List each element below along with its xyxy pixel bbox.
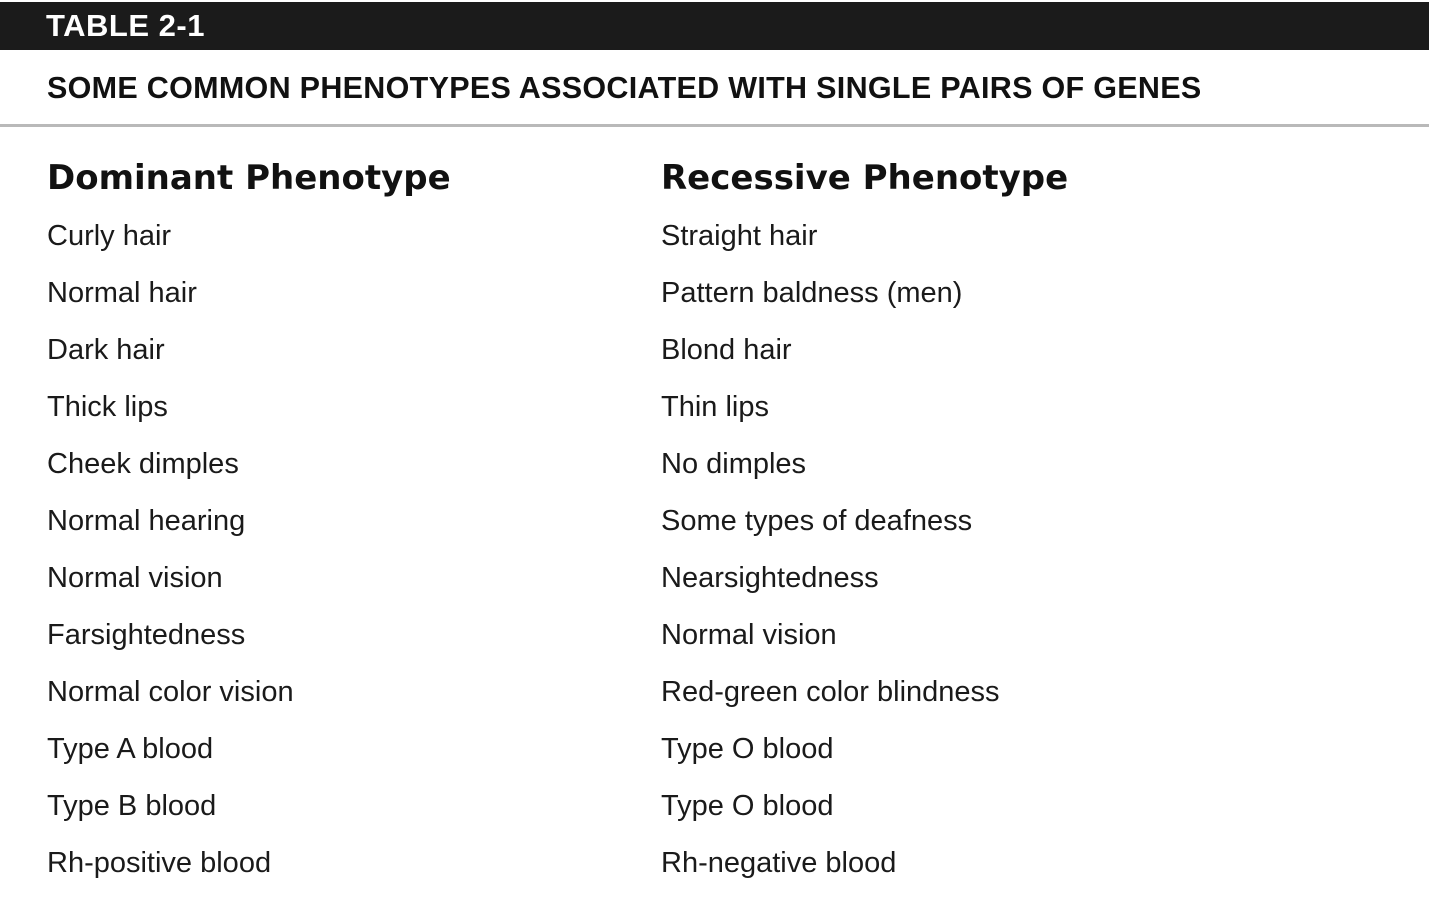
recessive-cell: Blond hair [661, 334, 792, 366]
table-row [0, 208, 1429, 265]
dominant-cell: Curly hair [47, 220, 172, 252]
phenotype-table-body [0, 208, 1429, 892]
dominant-cell: Dark hair [47, 334, 165, 366]
recessive-cell: Pattern baldness (men) [661, 277, 963, 309]
recessive-cell: Red-green color blindness [661, 676, 1000, 708]
dominant-cell: Type A blood [47, 733, 214, 765]
dominant-cell: Normal vision [47, 562, 223, 594]
recessive-cell: No dimples [661, 448, 807, 480]
table-row [0, 835, 1429, 892]
dominant-cell: Normal hearing [47, 505, 246, 537]
recessive-cell: Normal vision [661, 619, 837, 651]
dominant-cell: Cheek dimples [47, 448, 239, 480]
dominant-cell: Farsightedness [47, 619, 246, 651]
dominant-cell: Rh-positive blood [47, 847, 272, 879]
dominant-cell: Type B blood [47, 790, 217, 822]
table-row [0, 778, 1429, 835]
table-row [0, 493, 1429, 550]
table-title: SOME COMMON PHENOTYPES ASSOCIATED WITH SINGLE PAIRS OF GENES [47, 71, 1202, 105]
table-label-bar [0, 2, 1429, 50]
table-row [0, 322, 1429, 379]
title-divider [0, 124, 1429, 127]
column-header-dominant: Dominant Phenotype [47, 158, 451, 198]
recessive-cell: Rh-negative blood [661, 847, 897, 879]
recessive-cell: Some types of deafness [661, 505, 973, 537]
dominant-cell: Normal color vision [47, 676, 294, 708]
table-row [0, 436, 1429, 493]
column-header-recessive: Recessive Phenotype [661, 158, 1069, 198]
recessive-cell: Straight hair [661, 220, 818, 252]
recessive-cell: Type O blood [661, 790, 834, 822]
table-row [0, 721, 1429, 778]
recessive-cell: Nearsightedness [661, 562, 879, 594]
table-row [0, 265, 1429, 322]
dominant-cell: Normal hair [47, 277, 197, 309]
table-row [0, 550, 1429, 607]
table-row [0, 607, 1429, 664]
table-label: TABLE 2-1 [46, 8, 205, 43]
table-row [0, 379, 1429, 436]
dominant-cell: Thick lips [47, 391, 168, 423]
table-row [0, 664, 1429, 721]
recessive-cell: Thin lips [661, 391, 769, 423]
recessive-cell: Type O blood [661, 733, 834, 765]
